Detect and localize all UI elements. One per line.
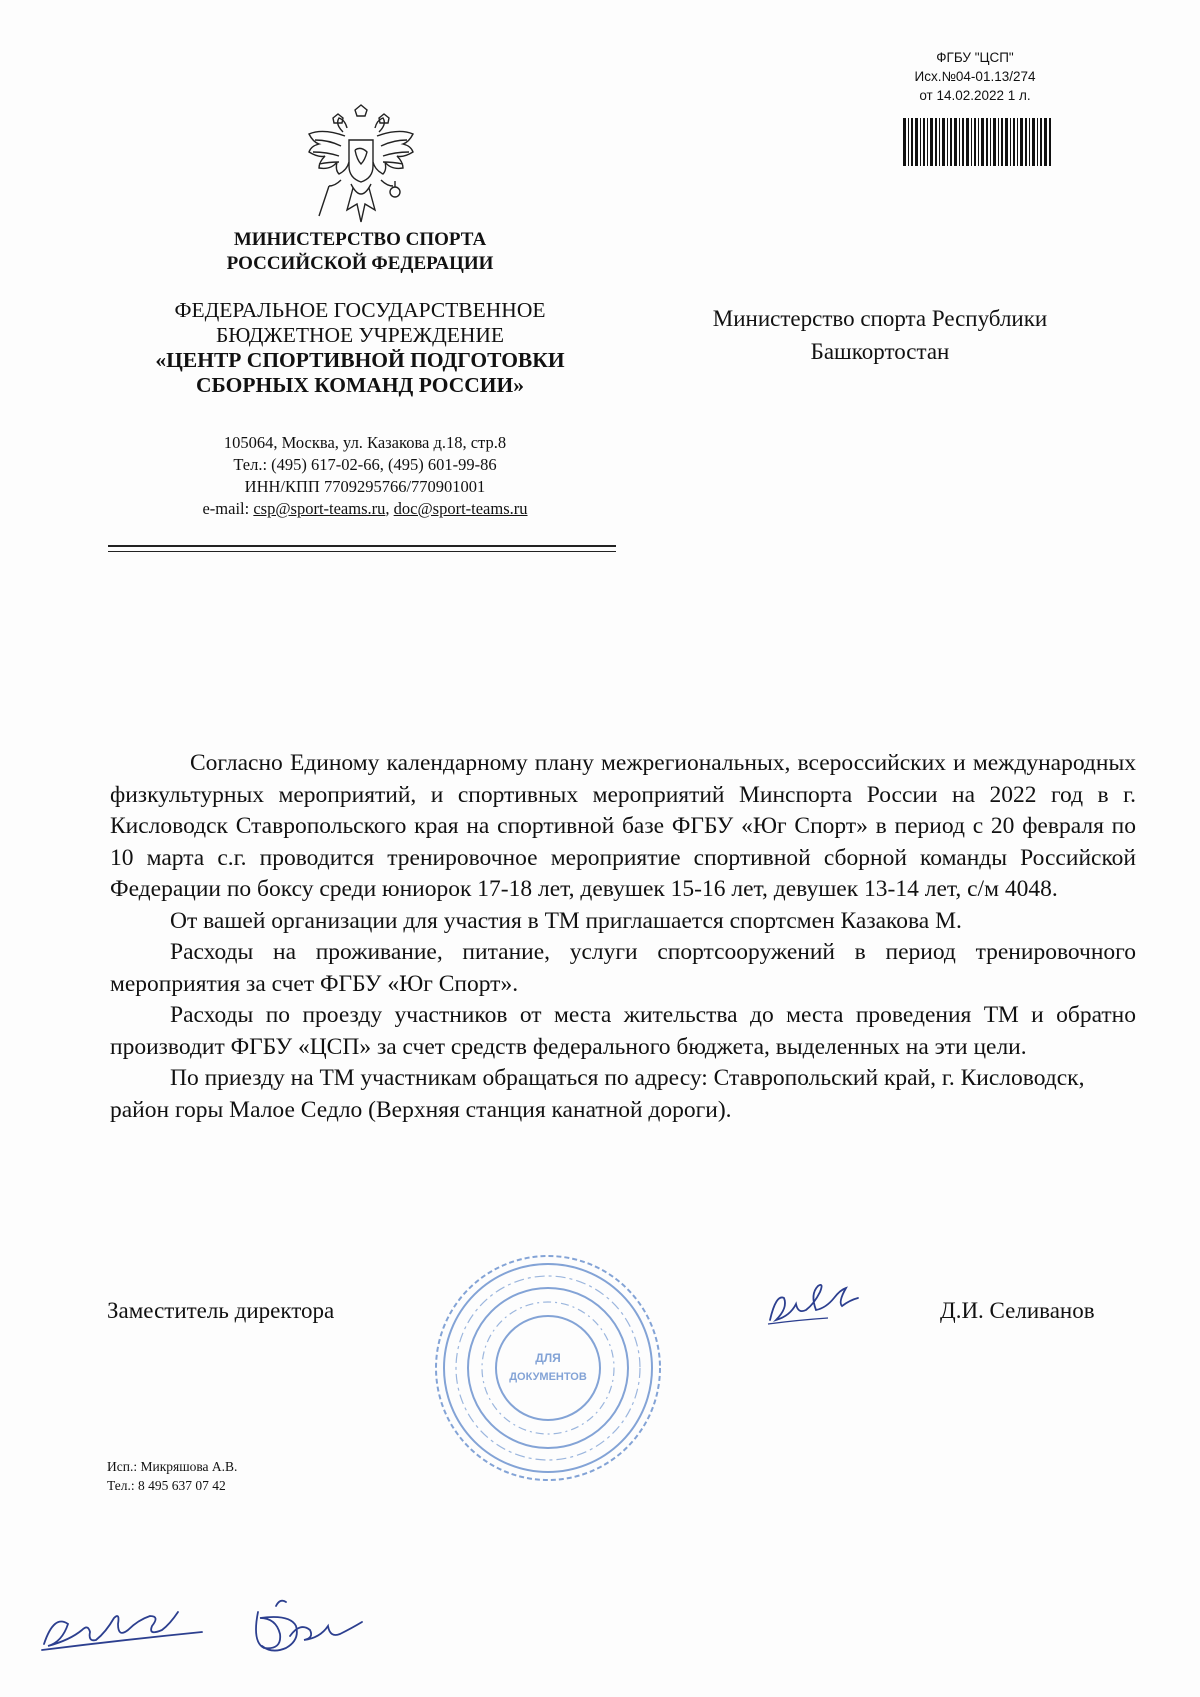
executor-name: Исп.: Микряшова А.В. (107, 1459, 238, 1474)
email-link-csp[interactable]: csp@sport-teams.ru (253, 499, 386, 518)
round-seal-stamp (428, 1248, 668, 1488)
signatory-name: Д.И. Селиванов (940, 1298, 1095, 1323)
org-line-2: БЮДЖЕТНОЕ УЧРЕЖДЕНИЕ (215, 323, 505, 347)
letterhead-divider (108, 545, 616, 547)
body-paragraph-4: Расходы по проезду участников от места жительства до места проведения ТМ и обратно производит ФГБУ «ЦСП» за счет средств федерального бюджета, выделенных на эти цели. (110, 1002, 1136, 1060)
letter-body (110, 748, 1136, 1126)
ministry-line-2: РОССИЙСКОЙ ФЕДЕРАЦИИ (226, 253, 494, 274)
coat-of-arms-icon (305, 104, 417, 226)
executor-phone: Тел.: 8 495 637 07 42 (107, 1478, 226, 1493)
email-link-doc[interactable]: doc@sport-teams.ru (393, 499, 528, 518)
ministry-title (190, 228, 530, 276)
email-label: e-mail: (202, 499, 254, 518)
ministry-line-1: МИНИСТЕРСТВО СПОРТА (233, 229, 487, 250)
signatory-role: Заместитель директора (107, 1298, 335, 1323)
email-line (130, 498, 600, 520)
body-paragraph-2: От вашей организации для участия в ТМ приглашается спортсмен Казакова М. (170, 907, 962, 934)
letterhead-divider-thin (108, 551, 616, 552)
phones: Тел.: (495) 617-02-66, (495) 601-99-86 (233, 455, 497, 474)
seal-center-text: ДЛЯ (535, 1351, 561, 1365)
email-separator: , (385, 499, 394, 518)
barcode (903, 118, 1053, 166)
body-paragraph-1: Согласно Единому календарному плану межрегиональных, всероссийских и международных физкультурных мероприятий, и спортивных мероприятий Минспорта России на 2022 год в г. Кисловодск Ставропольского края на спортивной базе ФГБУ «Юг Спорт» в период с 20 февраля по 10 марта с.г. проводится тренировочное мероприятие спортивной сборной команды Российской Федерации по боксу среди юниорок 17-18 лет, девушек 15-16 лет, девушек 13-14 лет, с/м 4048. (110, 750, 1136, 902)
org-line-4: СБОРНЫХ КОМАНД РОССИИ» (196, 373, 524, 397)
registration-date: от 14.02.2022 1 л. (919, 88, 1031, 103)
org-line-3: «ЦЕНТР СПОРТИВНОЙ ПОДГОТОВКИ (155, 348, 565, 372)
handwritten-signature (762, 1280, 882, 1332)
registration-number: Исх.№04-01.13/274 (914, 69, 1036, 84)
executor-info (107, 1457, 237, 1495)
body-paragraph-3: Расходы на проживание, питание, услуги спортсооружений в период тренировочного мероприятия за счет ФГБУ «Юг Спорт». (110, 939, 1136, 997)
recipient-line-1: Министерство спорта Республики (712, 306, 1048, 331)
body-paragraph-5: По приезду на ТМ участникам обращаться по адресу: Ставропольский край, г. Кисловодск, район горы Малое Седло (Верхняя станция канатной дороги). (110, 1065, 1085, 1123)
inn-kpp: ИНН/КПП 7709295766/770901001 (244, 477, 486, 496)
recipient-line-2: Башкортостан (810, 339, 950, 364)
registration-org: ФГБУ "ЦСП" (936, 50, 1014, 65)
seal-center-text-2: ДОКУМЕНТОВ (509, 1371, 587, 1383)
address: 105064, Москва, ул. Казакова д.18, стр.8 (223, 433, 507, 452)
org-line-1: ФЕДЕРАЛЬНОЕ ГОСУДАРСТВЕННОЕ (174, 298, 546, 322)
contact-block (130, 432, 600, 520)
handwritten-annotation (38, 1592, 458, 1662)
recipient (670, 302, 1090, 368)
organization-name (110, 298, 610, 398)
registration-stamp (900, 48, 1050, 105)
